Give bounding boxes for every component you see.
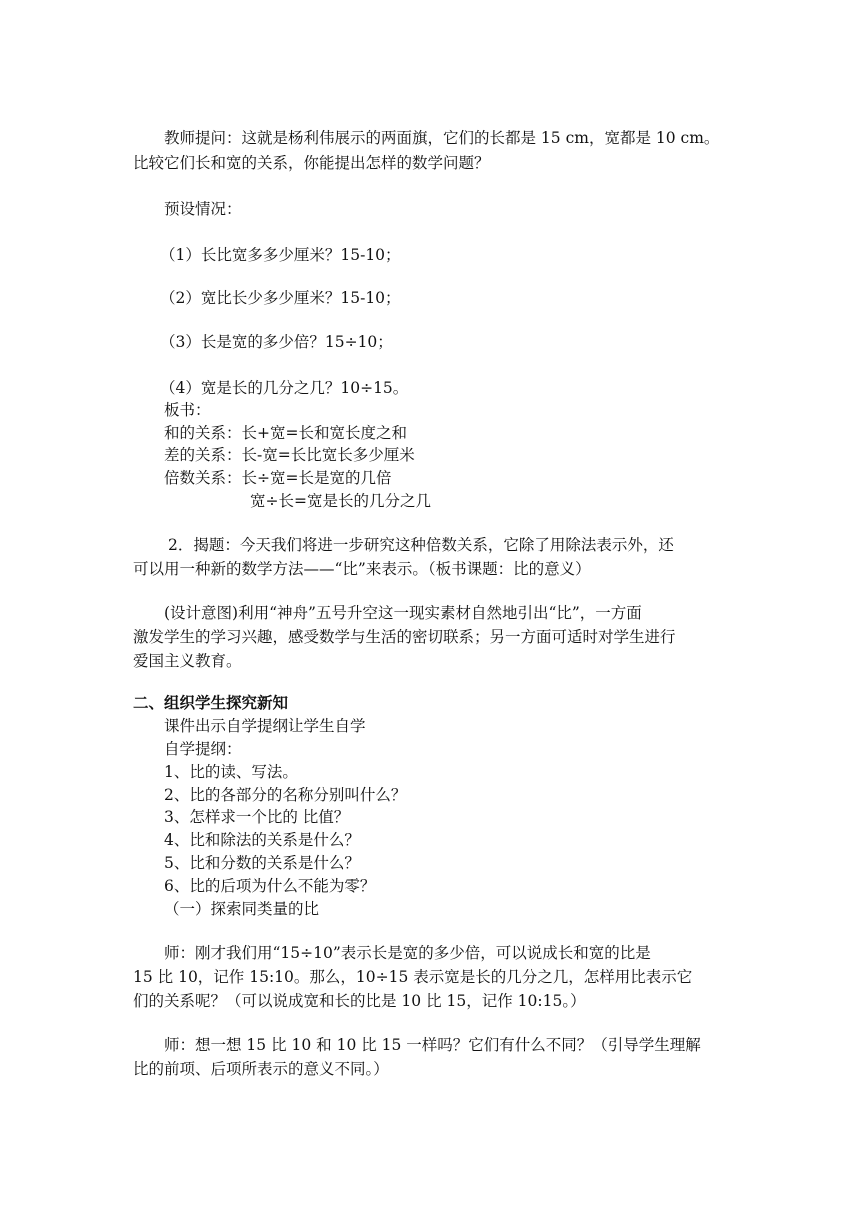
outline-item-3: 3、怎样求一个比的 比值？ [164,808,350,826]
outline-item-1: 1、比的读、写法。 [164,763,298,781]
outline-item-6: 6、比的后项为什么不能为零？ [164,877,376,895]
courseware-line: 课件出示自学提纲让学生自学 [164,717,366,735]
outline-label: 自学提纲： [164,740,242,758]
question-4: （4）宽是长的几分之几？10÷15。 [160,379,409,397]
question-2: （2）宽比长少多少厘米？15-10； [160,289,401,307]
design-line-1: (设计意图)利用“神舟”五号升空这一现实素材自然地引出“比”，一方面 [164,604,642,622]
question-1: （1）长比宽多多少厘米？15-10； [160,246,401,264]
preset-label: 预设情况： [164,200,242,218]
question-3: （3）长是宽的多少倍？15÷10； [160,333,393,351]
intro-line-1: 教师提问：这就是杨利伟展示的两面旗，它们的长都是 15 cm，宽都是 10 cm。 [164,129,720,147]
teacher1-line-3: 们的关系呢？（可以说成宽和长的比是 10 比 15，记作 10:15。） [133,992,586,1010]
board-line-sum: 和的关系：长+宽=长和宽长度之和 [164,424,407,442]
intro-line-2: 比较它们长和宽的关系，你能提出怎样的数学问题？ [133,154,490,172]
board-line-ratio: 倍数关系：长÷宽=长是宽的几倍 [164,469,392,487]
board-line-diff: 差的关系：长-宽=长比宽长多少厘米 [164,446,415,464]
design-line-2: 激发学生的学习兴趣，感受数学与生活的密切联系；另一方面可适时对学生进行 [133,628,676,646]
board-label: 板书： [164,401,211,419]
subheading: （一）探索同类量的比 [164,900,320,918]
reveal-line-1: 2．揭题：今天我们将进一步研究这种倍数关系，它除了用除法表示外，还 [168,536,674,554]
outline-item-4: 4、比和除法的关系是什么？ [164,831,360,849]
outline-item-2: 2、比的各部分的名称分别叫什么？ [164,786,407,804]
teacher2-line-1: 师：想一想 15 比 10 和 10 比 15 一样吗？它们有什么不同？（引导学生理解 [164,1036,701,1054]
section-heading: 二、组织学生探究新知 [133,693,289,712]
teacher1-line-2: 15 比 10，记作 15:10。那么，10÷15 表示宽是长的几分之几，怎样用比表示它 [133,968,693,986]
board-line-fraction: 宽÷长=宽是长的几分之几 [250,492,431,510]
reveal-line-2: 可以用一种新的数学方法——“比”来表示。（板书课题：比的意义） [133,560,591,578]
outline-item-5: 5、比和分数的关系是什么？ [164,854,360,872]
design-line-3: 爱国主义教育。 [133,652,242,670]
teacher1-line-1: 师：刚才我们用“15÷10”表示长是宽的多少倍，可以说成长和宽的比是 [164,944,651,962]
teacher2-line-2: 比的前项、后项所表示的意义不同。） [133,1060,389,1078]
